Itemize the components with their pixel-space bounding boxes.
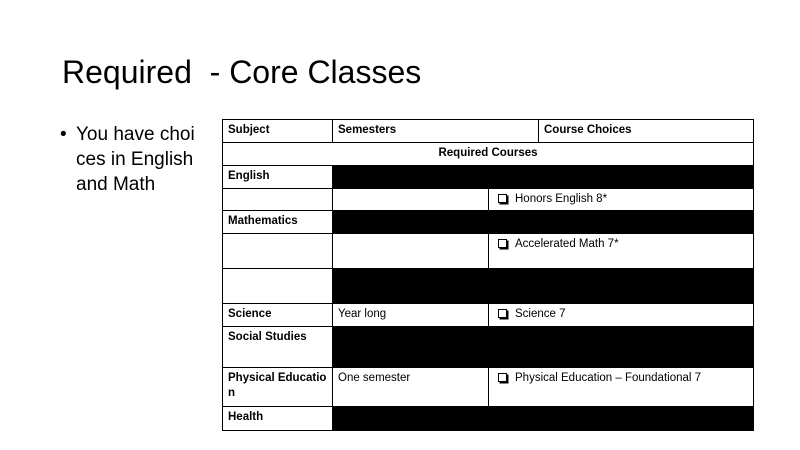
subject-health: Health <box>223 407 333 431</box>
course-honors-english: Honors English 8* <box>515 193 608 205</box>
table-header-row <box>223 120 754 143</box>
bullet-line: and Math <box>76 174 156 195</box>
empty-cell <box>223 189 333 211</box>
subject-social-studies: Social Studies <box>223 327 333 368</box>
table-row <box>223 327 754 368</box>
semesters-pe: One semester <box>333 368 489 407</box>
bullet-line: ces in English <box>76 149 194 170</box>
table-row <box>223 407 754 431</box>
checkbox-icon[interactable] <box>498 194 507 203</box>
table-row <box>223 368 754 407</box>
course-choice-cell <box>489 234 754 269</box>
slide-title: Required - Core Classes <box>62 54 422 90</box>
table-row <box>223 304 754 327</box>
header-subject: Subject <box>223 120 333 143</box>
course-choice-cell <box>489 368 754 407</box>
bullet-marker: • <box>60 124 67 145</box>
checkbox-icon[interactable] <box>498 309 507 318</box>
header-course-choices: Course Choices <box>539 120 754 143</box>
header-semesters: Semesters <box>333 120 539 143</box>
required-courses-table <box>222 119 754 431</box>
subject-english: English <box>223 166 333 189</box>
blacked-out-cell <box>333 211 754 234</box>
section-title: Required Courses <box>223 143 754 166</box>
table-row <box>223 166 754 189</box>
table-row <box>223 189 754 211</box>
semesters-science: Year long <box>333 304 489 327</box>
bullet-point <box>60 122 215 197</box>
course-accelerated-math: Accelerated Math 7* <box>515 238 619 250</box>
blacked-out-cell <box>333 407 754 431</box>
course-choice-cell <box>489 304 754 327</box>
bullet-line: You have choi <box>76 124 195 145</box>
table-row <box>223 234 754 269</box>
subject-mathematics: Mathematics <box>223 211 333 234</box>
checkbox-icon[interactable] <box>498 239 507 248</box>
course-choice-cell <box>489 189 754 211</box>
bullet-text <box>60 122 215 197</box>
course-physical-education: Physical Education – Foundational 7 <box>515 372 702 384</box>
table-row <box>223 269 754 304</box>
blacked-out-cell <box>333 327 754 368</box>
course-science: Science 7 <box>515 308 566 320</box>
section-title-row <box>223 143 754 166</box>
empty-cell <box>333 189 489 211</box>
blacked-out-cell <box>333 166 754 189</box>
empty-cell <box>223 234 333 269</box>
table-row <box>223 211 754 234</box>
blacked-out-cell <box>333 269 754 304</box>
subject-physical-education: Physical Educatio n <box>223 368 333 407</box>
checkbox-icon[interactable] <box>498 373 507 382</box>
empty-cell <box>223 269 333 304</box>
empty-cell <box>333 234 489 269</box>
subject-science: Science <box>223 304 333 327</box>
